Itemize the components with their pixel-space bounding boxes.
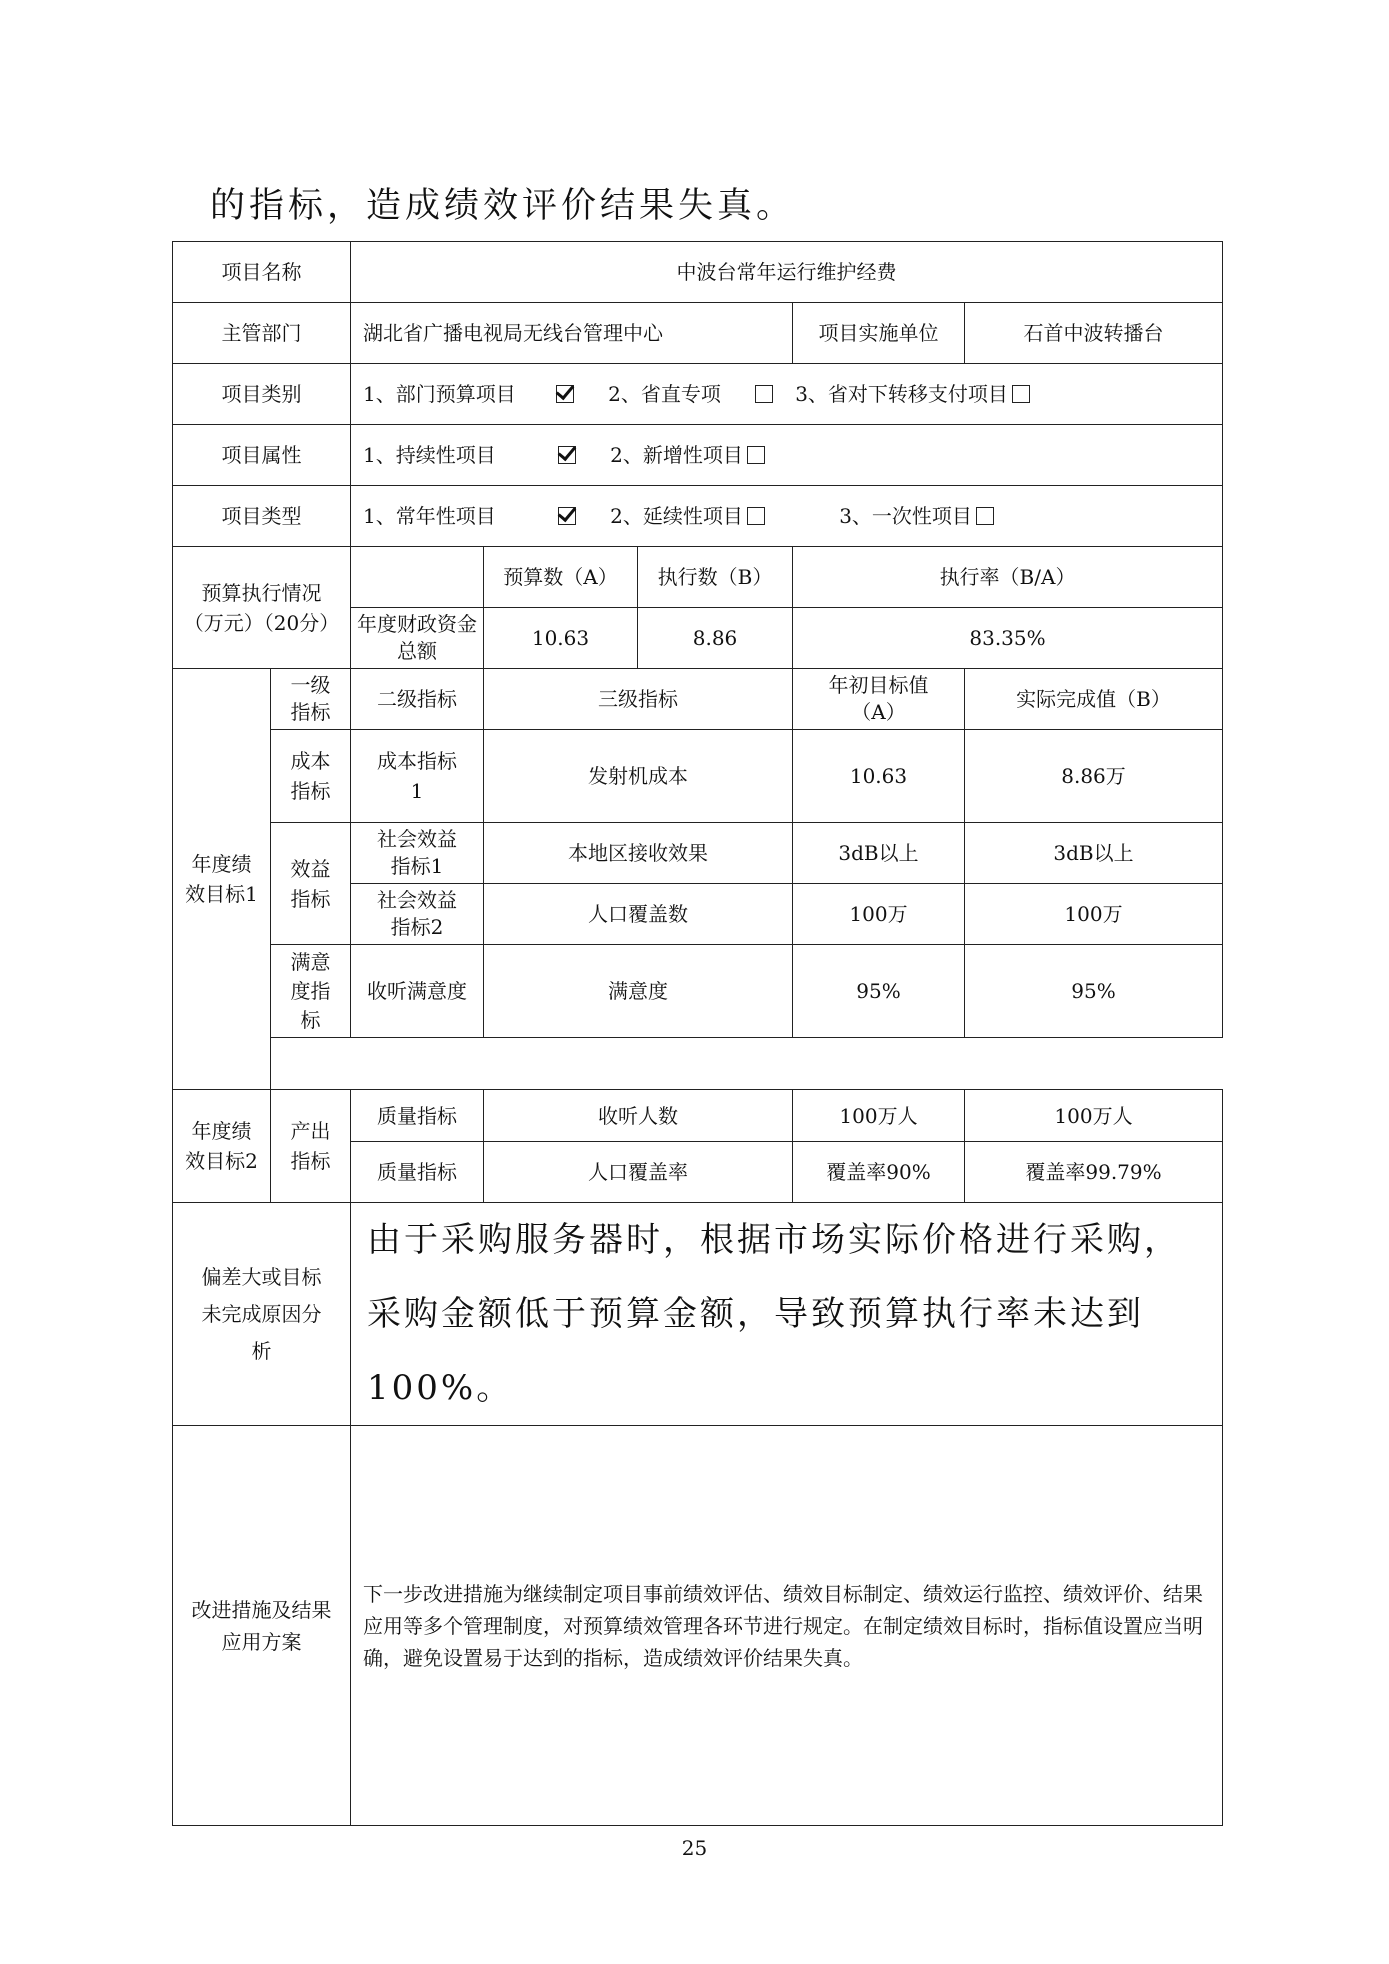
budget-label: 预算执行情况（万元）（20分）	[173, 547, 351, 669]
deviation-label: 偏差大或目标未完成原因分析	[173, 1203, 351, 1426]
target-cell: 100万	[793, 884, 965, 945]
budget-row-label: 年度财政资金总额	[351, 608, 484, 669]
attribute-options	[351, 425, 1223, 486]
level3-cell: 满意度	[484, 945, 793, 1038]
checkbox-checked-icon	[558, 507, 576, 525]
checkbox-checked-icon	[556, 385, 574, 403]
level2-cell: 质量指标	[351, 1142, 484, 1203]
budget-col-a: 预算数（A）	[484, 547, 638, 608]
header-target: 年初目标值（A）	[793, 669, 965, 730]
type-opt3: 3、一次性项目	[839, 504, 972, 528]
level3-cell: 本地区接收效果	[484, 823, 793, 884]
level2-cell: 成本指标1	[351, 730, 484, 823]
level3-cell: 发射机成本	[484, 730, 793, 823]
level1-cell: 效益指标	[271, 823, 351, 945]
type-opt2: 2、延续性项目	[610, 504, 743, 528]
type-opt1: 1、常年性项目	[363, 504, 496, 528]
goal2-label: 年度绩效目标2	[173, 1090, 271, 1203]
header-level1: 一级指标	[271, 669, 351, 730]
checkbox-empty-icon	[747, 507, 765, 525]
category-opt3: 3、省对下转移支付项目	[795, 382, 1008, 406]
type-label: 项目类型	[173, 486, 351, 547]
level1-cell: 成本指标	[271, 730, 351, 823]
category-opt2: 2、省直专项	[608, 382, 721, 406]
checkbox-empty-icon	[976, 507, 994, 525]
project-name-label: 项目名称	[173, 242, 351, 303]
dept-value: 湖北省广播电视局无线台管理中心	[351, 303, 793, 364]
improvement-text: 下一步改进措施为继续制定项目事前绩效评估、绩效目标制定、绩效运行监控、绩效评价、结果应用等多个管理制度，对预算绩效管理各环节进行规定。在制定绩效目标时，指标值设置应当明确，避免设置易于达到的指标，造成绩效评价结果失真。	[351, 1426, 1223, 1826]
checkbox-checked-icon	[558, 446, 576, 464]
category-label: 项目类别	[173, 364, 351, 425]
actual-cell: 100万人	[965, 1090, 1223, 1142]
actual-cell: 覆盖率99.79%	[965, 1142, 1223, 1203]
budget-rate: 83.35%	[793, 608, 1223, 669]
level3-cell: 人口覆盖率	[484, 1142, 793, 1203]
level3-cell: 人口覆盖数	[484, 884, 793, 945]
unit-label: 项目实施单位	[793, 303, 965, 364]
level3-cell: 收听人数	[484, 1090, 793, 1142]
budget-blank	[351, 547, 484, 608]
actual-cell: 8.86万	[965, 730, 1223, 823]
level2-cell: 质量指标	[351, 1090, 484, 1142]
actual-cell: 95%	[965, 945, 1223, 1038]
project-name-value: 中波台常年运行维护经费	[351, 242, 1223, 303]
lead-text: 的指标，造成绩效评价结果失真。	[210, 186, 796, 226]
checkbox-empty-icon	[747, 446, 765, 464]
header-level3: 三级指标	[484, 669, 793, 730]
category-options	[351, 364, 1223, 425]
attribute-opt1: 1、持续性项目	[363, 443, 496, 467]
goal1-label: 年度绩效目标1	[173, 669, 271, 1090]
target-cell: 3dB以上	[793, 823, 965, 884]
target-cell: 10.63	[793, 730, 965, 823]
attribute-opt2: 2、新增性项目	[610, 443, 743, 467]
unit-value: 石首中波转播台	[965, 303, 1223, 364]
type-options	[351, 486, 1223, 547]
budget-a: 10.63	[484, 608, 638, 669]
budget-col-b: 执行数（B）	[638, 547, 793, 608]
category-opt1: 1、部门预算项目	[363, 382, 516, 406]
level1-cell: 满意度指标	[271, 945, 351, 1038]
deviation-text: 由于采购服务器时，根据市场实际价格进行采购，采购金额低于预算金额，导致预算执行率未达到100%。	[351, 1203, 1223, 1426]
performance-table	[172, 241, 1223, 1826]
target-cell: 100万人	[793, 1090, 965, 1142]
level2-cell: 收听满意度	[351, 945, 484, 1038]
checkbox-empty-icon	[1012, 385, 1030, 403]
attribute-label: 项目属性	[173, 425, 351, 486]
level1-cell: 产出指标	[271, 1090, 351, 1203]
improvement-label: 改进措施及结果应用方案	[173, 1426, 351, 1826]
dept-label: 主管部门	[173, 303, 351, 364]
budget-b: 8.86	[638, 608, 793, 669]
budget-col-rate: 执行率（B/A）	[793, 547, 1223, 608]
checkbox-empty-icon	[755, 385, 773, 403]
actual-cell: 3dB以上	[965, 823, 1223, 884]
actual-cell: 100万	[965, 884, 1223, 945]
page-number: 25	[681, 1836, 708, 1860]
level2-cell: 社会效益指标1	[351, 823, 484, 884]
target-cell: 95%	[793, 945, 965, 1038]
header-actual: 实际完成值（B）	[965, 669, 1223, 730]
target-cell: 覆盖率90%	[793, 1142, 965, 1203]
header-level2: 二级指标	[351, 669, 484, 730]
level2-cell: 社会效益指标2	[351, 884, 484, 945]
